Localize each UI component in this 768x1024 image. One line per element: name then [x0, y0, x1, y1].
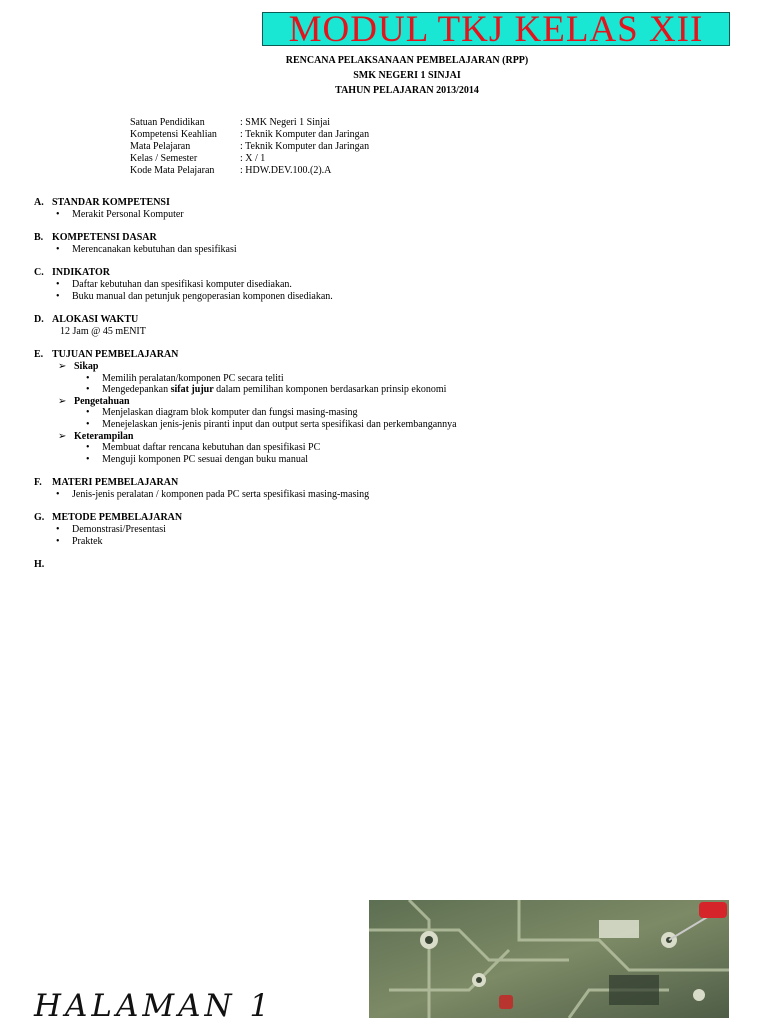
list-item: • Menejelaskan jenis-jenis piranti input dan output serta spesifikasi dan perkembangannya	[94, 419, 734, 431]
section-letter: H.	[34, 559, 45, 571]
section-a	[34, 197, 734, 220]
section-title: MATERI PEMBELAJARAN	[52, 477, 179, 489]
header-line-3: TAHUN PELAJARAN 2013/2014	[335, 85, 479, 96]
subsection-sikap	[34, 361, 734, 396]
identity-label: Kompetensi Keahlian	[130, 129, 217, 140]
list-item: • Membuat daftar rencana kebutuhan dan spesifikasi PC	[94, 442, 734, 454]
identity-table	[130, 117, 369, 177]
list-item: • Daftar kebutuhan dan spesifikasi komputer disediakan.	[64, 279, 734, 291]
section-title: INDIKATOR	[52, 267, 110, 279]
section-letter: C.	[34, 267, 44, 279]
identity-value: : HDW.DEV.100.(2).A	[240, 165, 332, 176]
list-item: • Menguji komponen PC sesuai dengan buku manual	[94, 454, 734, 466]
subsection-title: ➢ Sikap	[64, 361, 734, 373]
section-h	[34, 559, 734, 571]
identity-row	[130, 165, 369, 177]
banner-title: MODUL TKJ KELAS XII	[288, 8, 704, 50]
list-item: • Merakit Personal Komputer	[64, 209, 734, 221]
section-title: METODE PEMBELAJARAN	[52, 512, 183, 524]
list-item: • Memilih peralatan/komponen PC secara teliti	[94, 373, 734, 385]
identity-label: Mata Pelajaran	[130, 141, 191, 152]
header-line-2: SMK NEGERI 1 SINJAI	[353, 70, 461, 81]
identity-value: : Teknik Komputer dan Jaringan	[240, 141, 370, 152]
section-b	[34, 232, 734, 255]
section-letter: F.	[34, 477, 42, 489]
section-f	[34, 477, 734, 500]
page-footer: HALAMAN 1	[34, 988, 274, 1024]
identity-row	[130, 141, 369, 153]
section-d	[34, 314, 734, 337]
item-emphasis: sifat jujur	[170, 384, 214, 396]
section-title: KOMPETENSI DASAR	[52, 232, 157, 244]
identity-value: : SMK Negeri 1 Sinjai	[240, 117, 330, 128]
time-allocation: 12 Jam @ 45 mENIT	[60, 325, 146, 337]
identity-value: : Teknik Komputer dan Jaringan	[240, 129, 370, 140]
content-sections	[34, 197, 734, 583]
circuit-board-photo	[369, 900, 729, 1018]
subsection-title: ➢ Pengetahuan	[64, 396, 734, 408]
section-letter: G.	[34, 512, 45, 524]
subsection-keterampilan	[34, 431, 734, 466]
identity-value: : X / 1	[240, 153, 266, 164]
subsection-pengetahuan	[34, 396, 734, 431]
item-text: dalam pemilihan komponen berdasarkan prinsip ekonomi	[213, 384, 447, 396]
list-item: • Buku manual dan petunjuk pengoperasian komponen disediakan.	[64, 291, 734, 303]
identity-label: Kode Mata Pelajaran	[130, 165, 215, 176]
list-item: • Demonstrasi/Presentasi	[64, 524, 734, 536]
document-header	[262, 53, 552, 98]
header-line-1: RENCANA PELAKSANAAN PEMBELAJARAN (RPP)	[285, 55, 529, 66]
list-item: • Menjelaskan diagram blok komputer dan fungsi masing-masing	[94, 407, 734, 419]
section-letter: A.	[34, 197, 44, 208]
section-title: STANDAR KOMPETENSI	[52, 197, 170, 208]
list-item: • Praktek	[64, 536, 734, 548]
section-e	[34, 349, 734, 465]
identity-row	[130, 117, 369, 129]
section-title: ALOKASI WAKTU	[52, 314, 139, 326]
section-c	[34, 267, 734, 302]
identity-label: Satuan Pendidikan	[130, 117, 205, 128]
item-text: Mengedepankan	[102, 384, 171, 396]
subsection-title: ➢ Keterampilan	[64, 431, 734, 443]
title-banner	[262, 8, 730, 50]
identity-row	[130, 153, 369, 165]
list-item	[94, 384, 734, 396]
section-letter: B.	[34, 232, 44, 244]
section-g	[34, 512, 734, 547]
section-letter: E.	[34, 349, 44, 361]
section-letter: D.	[34, 314, 44, 326]
list-item: • Jenis-jenis peralatan / komponen pada PC serta spesifikasi masing-masing	[64, 489, 734, 501]
section-title: TUJUAN PEMBELAJARAN	[52, 349, 179, 361]
identity-label: Kelas / Semester	[130, 153, 198, 164]
identity-row	[130, 129, 369, 141]
list-item: • Merencanakan kebutuhan dan spesifikasi	[64, 244, 734, 256]
